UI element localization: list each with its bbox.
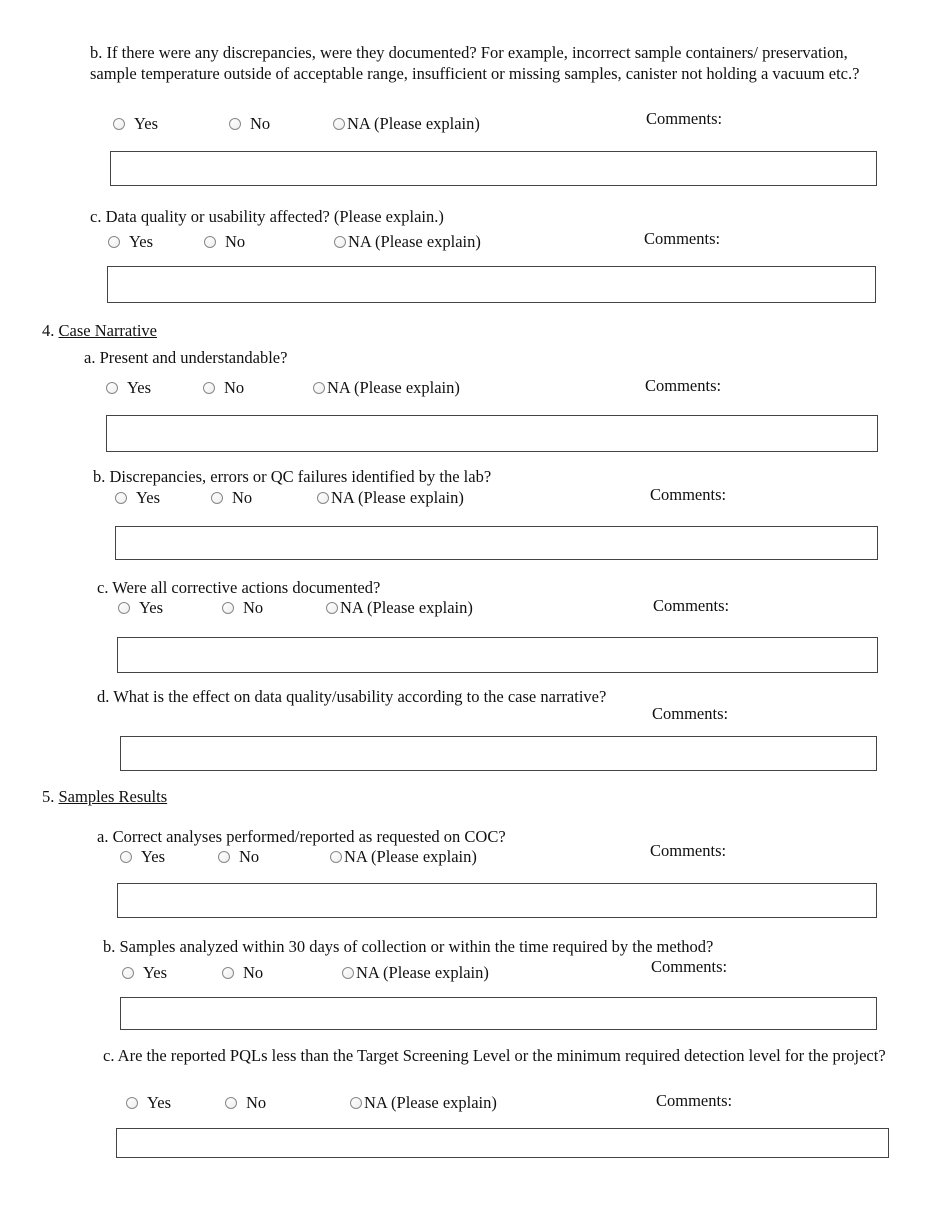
radio-yes[interactable] (113, 114, 158, 134)
radio-label: Yes (139, 598, 164, 617)
radio-circle-icon[interactable] (118, 602, 130, 614)
radio-yes[interactable] (108, 232, 153, 252)
radio-circle-icon[interactable] (326, 602, 338, 614)
radio-circle-icon[interactable] (204, 236, 216, 248)
section-number: 5. (42, 787, 55, 806)
radio-yes[interactable] (115, 488, 160, 508)
radio-label: NA (Please explain) (327, 378, 460, 397)
radio-na[interactable] (334, 232, 481, 252)
radio-label: Yes (141, 847, 166, 866)
radio-na[interactable] (317, 488, 464, 508)
radio-label: NA (Please explain) (344, 847, 477, 866)
comments-input[interactable] (120, 997, 877, 1030)
section-number: 4. (42, 321, 55, 340)
comments-label: Comments: (644, 229, 721, 248)
comments-input[interactable] (110, 151, 877, 186)
radio-circle-icon[interactable] (211, 492, 223, 504)
radio-circle-icon[interactable] (317, 492, 329, 504)
question-text: a. Correct analyses performed/reported as requested on COC? (97, 827, 506, 846)
radio-na[interactable] (350, 1093, 497, 1113)
radio-no[interactable] (203, 378, 244, 398)
radio-label: NA (Please explain) (340, 598, 473, 617)
radio-label: No (232, 488, 253, 507)
radio-na[interactable] (330, 847, 477, 867)
comments-input[interactable] (115, 526, 878, 560)
radio-circle-icon[interactable] (222, 602, 234, 614)
radio-label: Yes (134, 114, 159, 133)
radio-yes[interactable] (122, 963, 167, 983)
radio-no[interactable] (222, 963, 263, 983)
radio-label: Yes (147, 1093, 172, 1112)
radio-na[interactable] (342, 963, 489, 983)
radio-label: Yes (129, 232, 154, 251)
radio-no[interactable] (218, 847, 259, 867)
comments-input[interactable] (107, 266, 876, 303)
comments-input[interactable] (117, 883, 877, 918)
question-text: c. Data quality or usability affected? (Please explain.) (90, 207, 444, 226)
radio-circle-icon[interactable] (108, 236, 120, 248)
comments-label: Comments: (650, 841, 727, 860)
radio-na[interactable] (313, 378, 460, 398)
radio-na[interactable] (333, 114, 480, 134)
radio-no[interactable] (229, 114, 270, 134)
radio-label: No (246, 1093, 267, 1112)
radio-circle-icon[interactable] (113, 118, 125, 130)
radio-label: No (250, 114, 271, 133)
radio-circle-icon[interactable] (106, 382, 118, 394)
radio-yes[interactable] (126, 1093, 171, 1113)
question-text: b. Samples analyzed within 30 days of collection or within the time required by the method? (103, 937, 714, 956)
question-text: b. Discrepancies, errors or QC failures identified by the lab? (93, 467, 492, 486)
radio-yes[interactable] (118, 598, 163, 618)
radio-label: Yes (127, 378, 152, 397)
comments-label: Comments: (653, 596, 730, 615)
radio-circle-icon[interactable] (120, 851, 132, 863)
question-text: a. Present and understandable? (84, 348, 288, 367)
radio-circle-icon[interactable] (222, 967, 234, 979)
radio-label: No (224, 378, 245, 397)
comments-label: Comments: (652, 704, 729, 723)
radio-circle-icon[interactable] (115, 492, 127, 504)
comments-label: Comments: (650, 485, 727, 504)
question-text: d. What is the effect on data quality/usability according to the case narrative? (97, 687, 607, 706)
radio-no[interactable] (225, 1093, 266, 1113)
radio-label: NA (Please explain) (356, 963, 489, 982)
section-5-heading (42, 787, 167, 807)
comments-label: Comments: (651, 957, 728, 976)
comments-input[interactable] (117, 637, 878, 673)
radio-label: No (239, 847, 260, 866)
question-text: b. If there were any discrepancies, were they documented? For example, incorrect sample containers/ preservation, sample temperature outside of acceptable range, insufficient or missing samples, canister not holding a vacuum etc.? (90, 43, 860, 83)
radio-na[interactable] (326, 598, 473, 618)
comments-label: Comments: (646, 109, 723, 128)
radio-no[interactable] (204, 232, 245, 252)
radio-circle-icon[interactable] (218, 851, 230, 863)
section-title: Samples Results (58, 787, 168, 806)
radio-circle-icon[interactable] (122, 967, 134, 979)
radio-label: Yes (143, 963, 168, 982)
radio-no[interactable] (222, 598, 263, 618)
question-text: c. Are the reported PQLs less than the Target Screening Level or the minimum required detection level for the project? (103, 1046, 886, 1065)
radio-label: NA (Please explain) (364, 1093, 497, 1112)
radio-circle-icon[interactable] (313, 382, 325, 394)
radio-circle-icon[interactable] (333, 118, 345, 130)
radio-label: No (225, 232, 246, 251)
radio-circle-icon[interactable] (225, 1097, 237, 1109)
comments-label: Comments: (645, 376, 722, 395)
radio-label: NA (Please explain) (331, 488, 464, 507)
comments-label: Comments: (656, 1091, 733, 1110)
radio-no[interactable] (211, 488, 252, 508)
radio-label: NA (Please explain) (348, 232, 481, 251)
radio-circle-icon[interactable] (203, 382, 215, 394)
radio-circle-icon[interactable] (334, 236, 346, 248)
section-title: Case Narrative (58, 321, 157, 340)
radio-circle-icon[interactable] (350, 1097, 362, 1109)
section-4-heading (42, 321, 157, 341)
radio-circle-icon[interactable] (342, 967, 354, 979)
radio-circle-icon[interactable] (126, 1097, 138, 1109)
comments-input[interactable] (116, 1128, 889, 1158)
comments-input[interactable] (106, 415, 878, 452)
radio-yes[interactable] (120, 847, 165, 867)
radio-circle-icon[interactable] (229, 118, 241, 130)
radio-label: No (243, 963, 264, 982)
radio-label: NA (Please explain) (347, 114, 480, 133)
comments-input[interactable] (120, 736, 877, 771)
question-text: c. Were all corrective actions documented? (97, 578, 381, 597)
radio-yes[interactable] (106, 378, 151, 398)
radio-circle-icon[interactable] (330, 851, 342, 863)
radio-label: No (243, 598, 264, 617)
radio-label: Yes (136, 488, 161, 507)
